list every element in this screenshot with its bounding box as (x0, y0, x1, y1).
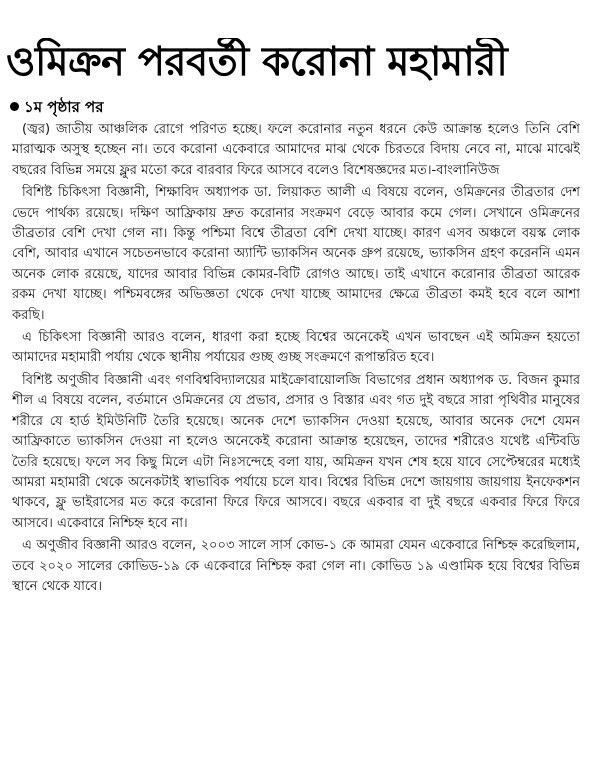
continuation-label: ১ম পৃষ্ঠার পর (24, 98, 104, 116)
paragraph-2: বিশিষ্ট চিকিৎসা বিজ্ঞানী, শিক্ষাবিদ অধ্যাপক ডা. লিয়াকত আলী এ বিষয়ে বলেন, ওমিক্রনের তীব্রতার দেশ ভেদে পার্থক্য রয়েছে। দক্ষিণ আফ্রিকায় দ্রুত করোনার সংক্রমণ বেড়ে আবার কমে গেল। সেখানে ওমিক্রনের তীব্রতার বেশি দেখা গেল না। কিন্তু পশ্চিমা বিশ্বে তীব্রতা বেশি দেখা যাচ্ছে। কারণ এসব অঞ্চলে বয়স্ক লোক বেশি, আবার এখানে সচেতনভাবে করোনা অ্যান্টি ভ্যাকসিন অনেক গ্রুপ রয়েছে, ভ্যাকসিন গ্রহণ করেননি এমন অনেক লোক রয়েছে, যাদের আবার বিভিন্ন কোমর-বিটি রোগও আছে। তাই এখানে করোনার তীব্রতা আরেক রকম দেখা যাচ্ছে। পশ্চিমবঙ্গের অভিজ্ঞতা থেকে দেখা যাচ্ছে আমাদের ক্ষেত্রে তীব্রতা কমই হবে বলে আশা করছি। (12, 185, 580, 323)
paragraph-5: এ অণুজীব বিজ্ঞানী আরও বলেন, ২০০৩ সালে সার্স কোভ-১ কে আমরা যেমন একেবারে নিশ্চিহ্ন করেছিলাম, তবে ২০২০ সালের কোভিড-১৯ কে একেবারে নিশ্চিহ্ন করা গেল না। কোভিড ১৯ এণ্ডামিক হয়ে বিশ্বের বিভিন্ন স্থানে থেকে যাবে। (12, 538, 580, 594)
paragraph-4: বিশিষ্ট অণুজীব বিজ্ঞানী এবং গণবিশ্ববিদ্যালয়ের মাইক্রোবায়োলজি বিভাগের প্রধান অধ্যাপক ড. বিজন কুমার শীল এ বিষয়ে বলেন, বর্তমানে ওমিক্রনের যে প্রভাব, প্রসার ও বিস্তার এবং গত দুই বছরে সারা পৃথিবীর মানুষের শরীরে যে হার্ড ইমিউনিটি তৈরি হয়েছে। অনেক দেশে ভ্যাকসিন দেওয়া হয়েছে, আবার অনেক দেশে যেমন আফ্রিকাতে ভ্যাকসিন দেওয়া না হলেও অনেকেই করোনা আক্রান্ত হয়েছেন, তাদের শরীরেও যথেষ্ট এন্টিবডি তৈরি হয়েছে। ফলে সব কিছু মিলে এটা নিঃসন্দেহে বলা যায়, অমিক্রন যখন শেষ হয়ে যাবে সেপ্টেম্বরের মধ্যেই আমরা মহামারী থেকে অনেকটাই স্বাভাবিক পর্যায়ে চলে যাব। বিশ্বের বিভিন্ন দেশে জায়গায় জায়গায় ইনফেকশন থাকবে, ফ্লু ভাইরাসের মত করে করোনা ফিরে ফিরে আসবে। বছরে একবার বা দুই বছরে একবার ফিরে ফিরে আসবে। একেবারে নিশ্চিহ্ন হবে না। (12, 372, 580, 531)
article-body (12, 120, 580, 752)
paragraph-3: এ চিকিৎসা বিজ্ঞানী আরও বলেন, ধারণা করা হচ্ছে বিশ্বের অনেকেই এখন ভাবছেন এই অমিক্রন হয়তো আমাদের মহামারী পর্যায় থেকে স্থানীয় পর্যায়ের গুচ্ছ গুচ্ছ সংক্রমণে রূপান্তরিত হবে। (12, 330, 580, 366)
continuation-marker (10, 97, 104, 117)
headline: ওমিক্রন পরবর্তী করোনা মহামারী (6, 39, 508, 85)
bullet-icon (10, 102, 19, 111)
paragraph-1: (জ্বর) জাতীয় আঞ্চলিক রোগে পরিণত হচ্ছে। ফলে করোনার নতুন ধরনে কেউ আক্রান্ত হলেও তিনি বেশি মারাত্মক অসুস্থ হচ্ছেন না। তবে করোনা একেবারে আমাদের মাঝ থেকে চিরতরে বিদায় নেবে না, মাঝে মাঝেই বছরের বিভিন্ন সময়ে ফ্লুর মতো করে বারবার ফিরে আসবে বলেও বিশেষজ্ঞদের মত।-বাংলানিউজ (12, 122, 580, 178)
